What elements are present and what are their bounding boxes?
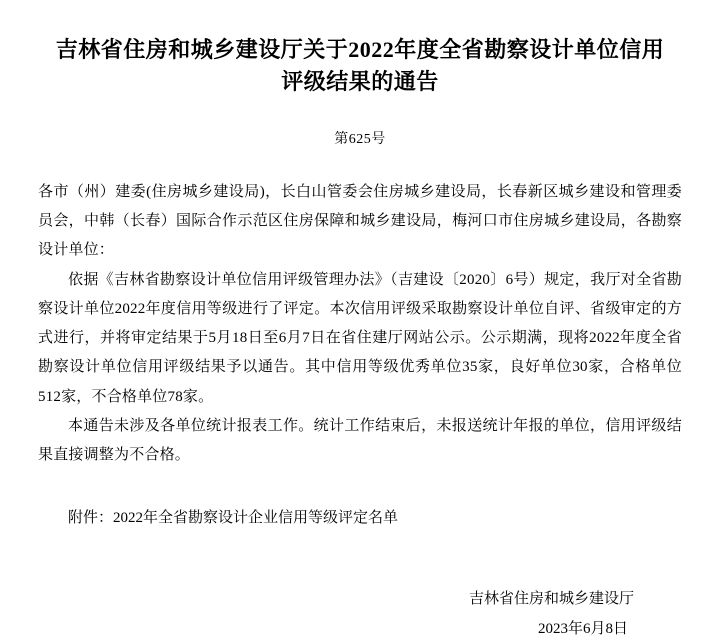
signature-issuer: 吉林省住房和城乡建设厅 <box>468 590 634 607</box>
page-title: 吉林省住房和城乡建设厅关于2022年度全省勘察设计单位信用评级结果的通告 <box>55 37 665 94</box>
paragraph-note: 本通告未涉及各单位统计报表工作。统计工作结束后，未报送统计年报的单位，信用评级结果直接调整为不合格。 <box>38 417 682 464</box>
signature-block <box>38 585 682 644</box>
paragraph-addressees: 各市（州）建委(住房城乡建设局)，长白山管委会住房城乡建设局，长春新区城乡建设和管理委员会，中韩（长春）国际合作示范区住房保障和城乡建设局，梅河口市住房城乡建设局，各勘察设计单位： <box>38 183 682 259</box>
paragraph-main: 依据《吉林省勘察设计单位信用评级管理办法》（吉建设〔2020〕6号）规定，我厅对全省勘察设计单位2022年度信用等级进行了评定。本次信用评级采取勘察设计单位自评、省级审定的方式进行，并将审定结果于5月18日至6月7日在省住建厅网站公示。公示期满，现将2022年度全省勘察设计单位信用评级结果予以通告。其中信用等级优秀单位35家，良好单位30家，合格单位512家，不合格单位78家。 <box>38 271 682 405</box>
signature-date: 2023年6月8日 <box>537 621 628 638</box>
attachment-line: 附件：2022年全省勘察设计企业信用等级评定名单 <box>68 510 399 527</box>
document-number: 第625号 <box>334 131 386 147</box>
document-body <box>38 178 682 471</box>
